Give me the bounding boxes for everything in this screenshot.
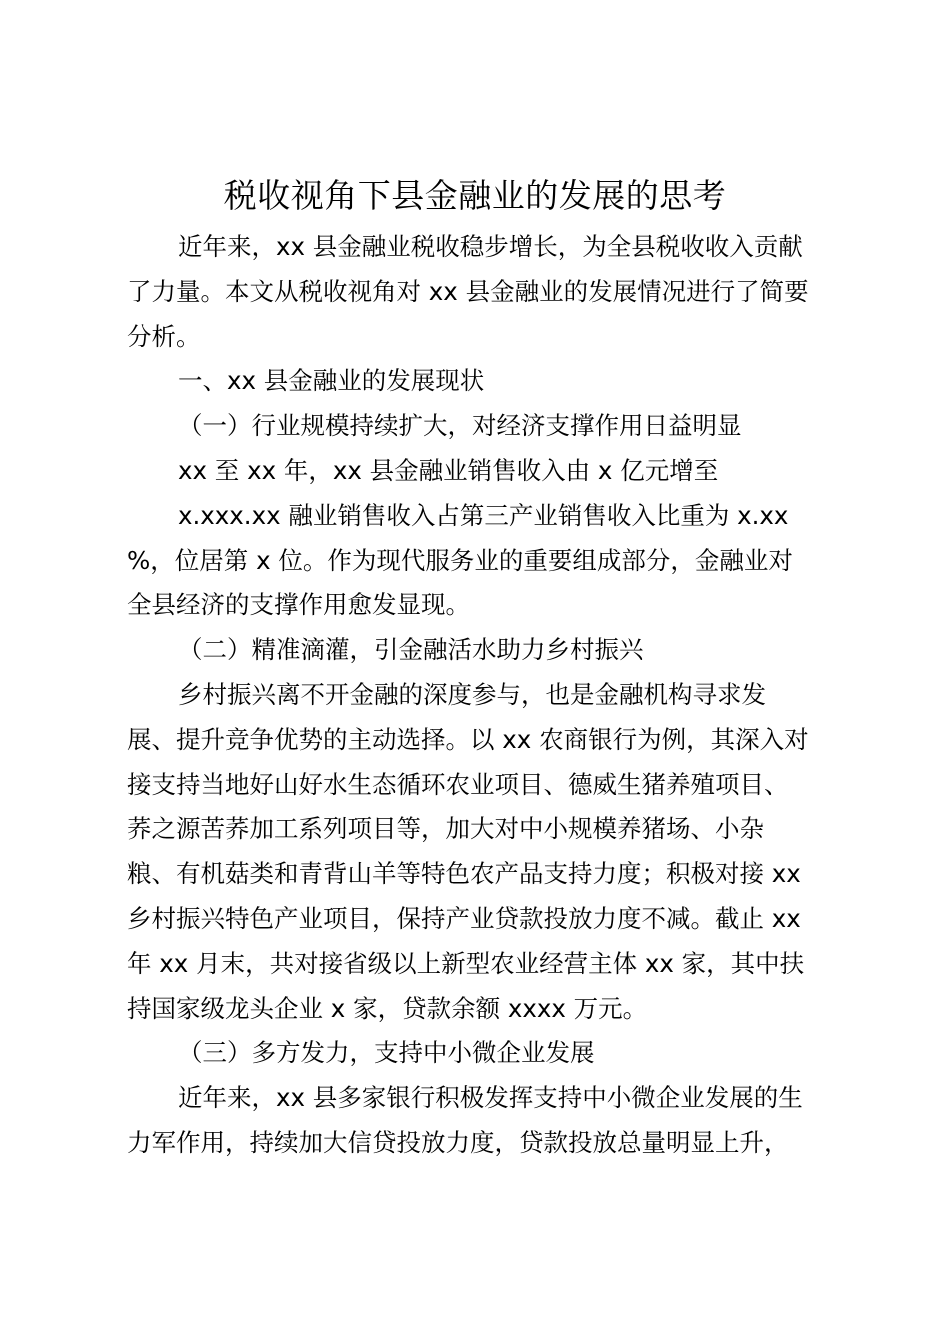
document-title: 税收视角下县金融业的发展的思考 — [223, 176, 727, 215]
text-line: 乡村振兴离不开金融的深度参与，也是金融机构寻求发 — [178, 679, 766, 709]
text-line: 近年来，xx 县多家银行积极发挥支持中小微企业发展的生 — [178, 1083, 803, 1113]
paragraph — [127, 673, 832, 1031]
subsection-heading: （二）精准滴灌，引金融活水助力乡村振兴 — [178, 635, 644, 665]
text-line: xx 至 xx 年，xx 县金融业销售收入由 x 亿元增至 — [178, 455, 719, 485]
paragraph — [127, 1076, 832, 1166]
paragraph — [127, 449, 832, 494]
text-line: 乡村振兴特色产业项目，保持产业贷款投放力度不减。截止 xx — [127, 903, 801, 933]
text-line: 粮、有机菇类和青背山羊等特色农产品支持力度；积极对接 xx — [127, 859, 801, 889]
text-line: 全县经济的支撑作用愈发显现。 — [127, 590, 470, 620]
text-line: 分析。 — [127, 321, 201, 351]
paragraph — [127, 494, 832, 628]
text-line: 年 xx 月末，共对接省级以上新型农业经营主体 xx 家，其中扶 — [127, 948, 805, 978]
subsection-heading: （三）多方发力，支持中小微企业发展 — [178, 1038, 595, 1068]
text-line: 展、提升竞争优势的主动选择。以 xx 农商银行为例，其深入对 — [127, 724, 809, 754]
text-line: x.xxx.xx 融业销售收入占第三产业销售收入比重为 x.xx — [178, 500, 789, 530]
text-line: 持国家级龙头企业 x 家，贷款余额 xxxx 万元。 — [127, 993, 648, 1023]
text-line: 荞之源苦荞加工系列项目等，加大对中小规模养猪场、小杂 — [127, 814, 764, 844]
intro-paragraph — [127, 225, 832, 359]
subsection-heading: （一）行业规模持续扩大，对经济支撑作用日益明显 — [178, 411, 742, 441]
text-line: 了力量。本文从税收视角对 xx 县金融业的发展情况进行了简要 — [127, 276, 809, 306]
text-line: 接支持当地好山好水生态循环农业项目、德威生猪养殖项目、 — [127, 769, 789, 799]
text-line: 力军作用，持续加大信贷投放力度，贷款投放总量明显上升， — [127, 1127, 789, 1157]
text-line: %，位居第 x 位。作为现代服务业的重要组成部分，金融业对 — [127, 545, 793, 575]
text-line: 近年来，xx 县金融业税收稳步增长，为全县税收收入贡献 — [178, 232, 803, 261]
document-body — [127, 225, 832, 1166]
section-heading: 一、xx 县金融业的发展现状 — [178, 366, 485, 396]
